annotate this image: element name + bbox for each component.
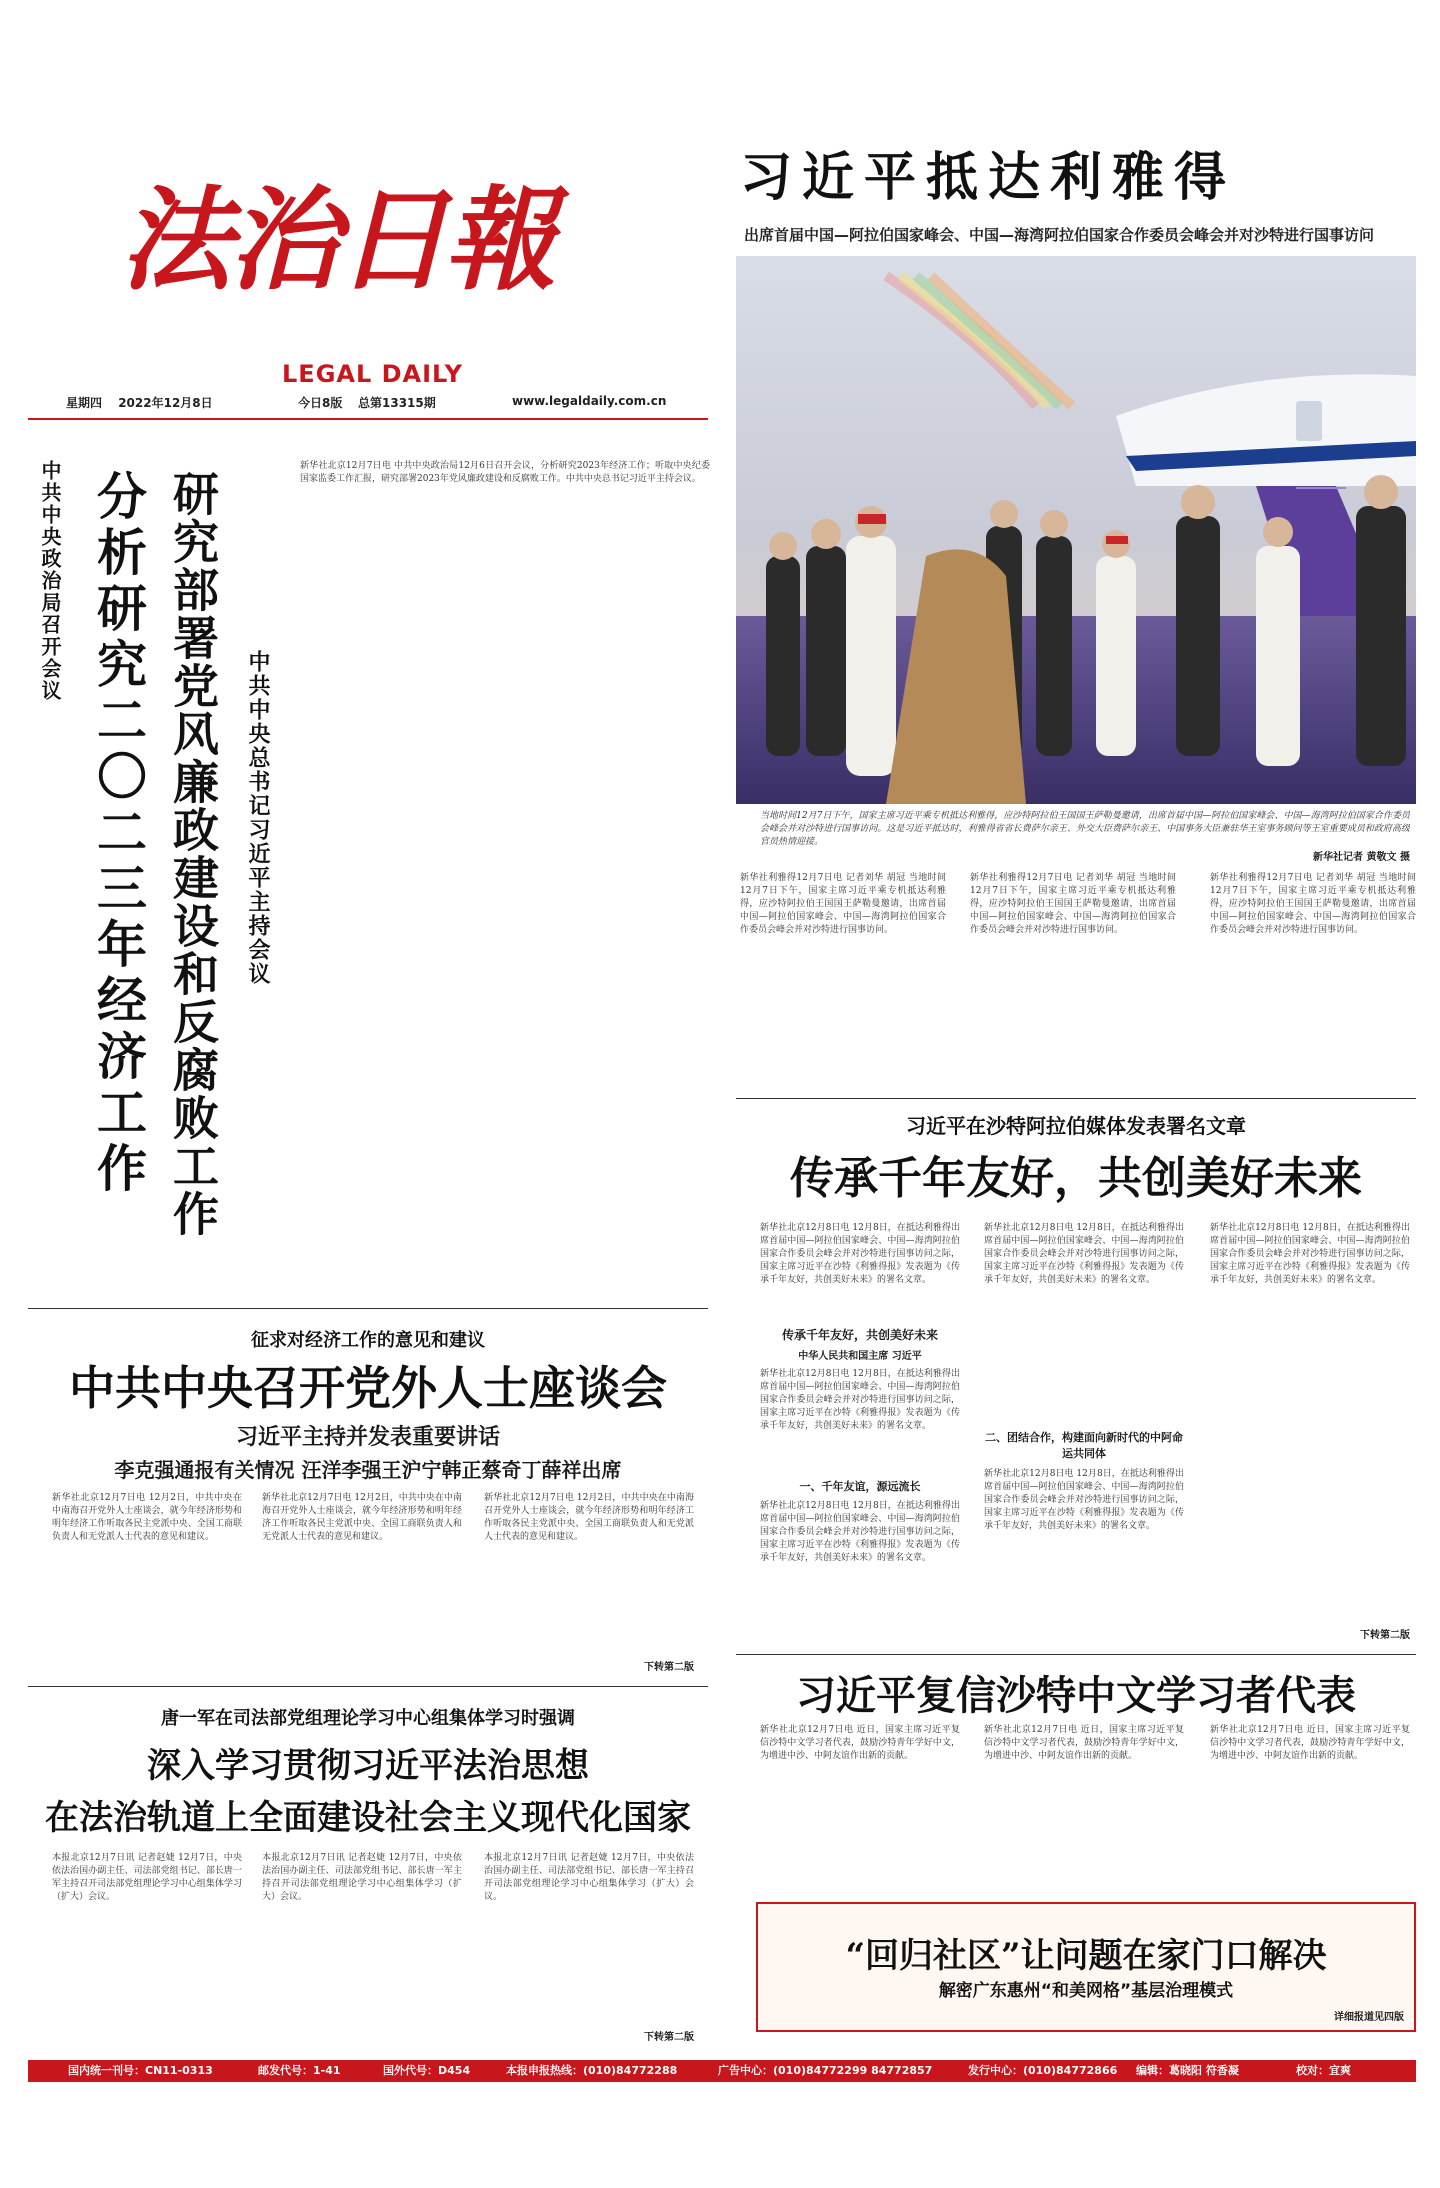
top-story-body-col-2: 新华社利雅得12月7日电 记者刘华 胡冠 当地时间12月7日下午，国家主席习近平乘专机抵达利雅得，应沙特阿拉伯王国国王萨勒曼邀请，出席首届中国—阿拉伯国家峰会、中国—海湾阿拉伯国家合作委员会峰会并对沙特进行国事访问。: [970, 873, 1176, 935]
website-url[interactable]: www.legaldaily.com.cn: [512, 394, 667, 408]
article-kicker: 习近平在沙特阿拉伯媒体发表署名文章: [906, 1114, 1246, 1138]
footer-foreign-code: 国外代号：D454: [383, 2064, 471, 2077]
symposium-continued[interactable]: 下转第二版: [644, 1662, 694, 1673]
symposium-body-columns: [52, 1492, 702, 1677]
top-story-subtitle: 出席首届中国—阿拉伯国家峰会、中国—海湾阿拉伯国家合作委员会峰会并对沙特进行国事访问: [744, 226, 1375, 244]
symposium-body-col-1: 新华社北京12月7日电 12月2日，中共中央在中南海召开党外人士座谈会，就今年经济形势和明年经济工作听取各民主党派中央、全国工商联负责人和无党派人士代表的意见和建议。: [52, 1493, 242, 1542]
tang-body-col-1: 本报北京12月7日讯 记者赵婕 12月7日，中央依法治国办副主任、司法部党组书记、部长唐一军主持召开司法部党组理论学习中心组集体学习（扩大）会议。: [52, 1853, 242, 1902]
photo-credit: 新华社记者 黄敬文 摄: [1313, 852, 1410, 863]
article-author: 中华人民共和国主席 习近平: [798, 1351, 922, 1362]
lead-deck: 中共中央总书记习近平主持会议: [245, 650, 270, 986]
lead-body-columns: [300, 460, 710, 1300]
date: 2022年12月8日: [118, 396, 213, 410]
community-box-more[interactable]: 详细报道见四版: [1334, 2012, 1404, 2023]
top-story-body-columns: [740, 872, 1416, 1092]
tang-body-col-2: 本报北京12月7日讯 记者赵婕 12月7日，中央依法治国办副主任、司法部党组书记、部长唐一军主持召开司法部党组理论学习中心组集体学习（扩大）会议。: [262, 1853, 462, 1902]
tang-title-line-2: 在法治轨道上全面建设社会主义现代化国家: [45, 1798, 691, 1838]
lead-body-col-1: 新华社北京12月7日电 中共中央政治局12月6日召开会议，分析研究2023年经济工作；听取中央纪委国家监委工作汇报，研究部署2023年党风廉政建设和反腐败工作。中共中央总书记习近平主持会议。: [300, 461, 710, 484]
lead-kicker: 中共中央政治局召开会议: [38, 460, 62, 702]
masthead: [28, 160, 708, 430]
weekday: 星期四: [66, 396, 103, 410]
tang-title-line-1: 深入学习贯彻习近平法治思想: [147, 1746, 589, 1786]
tang-continued[interactable]: 下转第二版: [644, 2032, 694, 2043]
tang-body-col-3: 本报北京12月7日讯 记者赵婕 12月7日，中央依法治国办副主任、司法部党组书记、部长唐一军主持召开司法部党组理论学习中心组集体学习（扩大）会议。: [484, 1853, 694, 1902]
symposium-kicker: 征求对经济工作的意见和建议: [251, 1330, 485, 1351]
footer-bar: [28, 2060, 1416, 2082]
reply-body-col-2: 新华社北京12月7日电 近日，国家主席习近平复信沙特中文学习者代表，鼓励沙特青年学好中文，为增进中沙、中阿友谊作出新的贡献。: [984, 1725, 1184, 1761]
article-col-3: 新华社北京12月8日电 12月8日，在抵达利雅得出席首届中国—阿拉伯国家峰会、中国—海湾阿拉伯国家合作委员会峰会并对沙特进行国事访问之际，国家主席习近平在沙特《利雅得报》发表题为《传承千年友好，共创美好未来》的署名文章。: [1210, 1223, 1410, 1285]
left-divider-2: [28, 1686, 708, 1687]
community-box-subtitle: 解密广东惠州“和美网格”基层治理模式: [938, 1981, 1234, 2001]
right-divider-1: [736, 1098, 1416, 1099]
tang-body-columns: [52, 1852, 702, 2042]
footer-editor: 编辑：葛晓阳 符香凝: [1136, 2064, 1239, 2077]
article-col-2: [984, 1222, 1184, 1642]
top-story-body-col-1: 新华社利雅得12月7日电 记者刘华 胡冠 当地时间12月7日下午，国家主席习近平乘专机抵达利雅得，应沙特阿拉伯王国国王萨勒曼邀请，出席首届中国—阿拉伯国家峰会、中国—海湾阿拉伯国家合作委员会峰会并对沙特进行国事访问。: [740, 873, 946, 935]
community-box-title: “回归社区”让问题在家门口解决: [845, 1936, 1327, 1976]
reply-title: 习近平复信沙特中文学习者代表: [796, 1673, 1356, 1719]
article-col-1: [760, 1222, 960, 1642]
article-col-2-text-a: 新华社北京12月8日电 12月8日，在抵达利雅得出席首届中国—阿拉伯国家峰会、中国—海湾阿拉伯国家合作委员会峰会并对沙特进行国事访问之际，国家主席习近平在沙特《利雅得报》发表题为《传承千年友好，共创美好未来》的署名文章。: [984, 1223, 1184, 1285]
logo-text: 法治日報: [120, 175, 552, 306]
footer-distribution: 发行中心：(010)84772866: [968, 2064, 1118, 2077]
article-section-2: 二、团结合作，构建面向新时代的中阿命运共同体: [985, 1431, 1183, 1460]
issue-number: 总第13315期: [358, 396, 436, 410]
dateline-bar: [66, 394, 706, 414]
footer-ad: 广告中心：(010)84772299 84772857: [718, 2064, 933, 2077]
top-story-caption: 当地时间12月7日下午，国家主席习近平乘专机抵达利雅得，应沙特阿拉伯王国国王萨勒曼邀请，出席首届中国—阿拉伯国家峰会、中国—海湾阿拉伯国家合作委员会峰会并对沙特进行国事访问。这是习近平抵达时，利雅得省省长费萨尔亲王、外交大臣费萨尔亲王、中国事务大臣兼驻华王室事务顾问等王室重要成员和政府高级官员热情迎接。: [760, 811, 1410, 847]
arrival-photo-illustration: [736, 256, 1416, 804]
top-story-body-col-3: 新华社利雅得12月7日电 记者刘华 胡冠 当地时间12月7日下午，国家主席习近平乘专机抵达利雅得，应沙特阿拉伯王国国王萨勒曼邀请，出席首届中国—阿拉伯国家峰会、中国—海湾阿拉伯国家合作委员会峰会并对沙特进行国事访问。: [1210, 873, 1416, 935]
community-box[interactable]: [756, 1902, 1416, 2032]
top-story-title: 习近平抵达利雅得: [740, 148, 1237, 208]
lead-title-line-1: 研究部署党风廉政建设和反腐败工作: [166, 470, 220, 1238]
lead-title-line-2: 分析研究二〇二三年经济工作: [89, 470, 147, 1198]
footer-postal-code: 邮发代号：1-41: [258, 2064, 341, 2077]
article-subtitle: 传承千年友好，共创美好未来: [781, 1328, 938, 1342]
article-intro: 新华社北京12月8日电 12月8日，在抵达利雅得出席首届中国—阿拉伯国家峰会、中国—海湾阿拉伯国家合作委员会峰会并对沙特进行国事访问之际，国家主席习近平在沙特《利雅得报》发表题为《传承千年友好，共创美好未来》的署名文章。: [760, 1223, 960, 1285]
article-col-2-text-b: 新华社北京12月8日电 12月8日，在抵达利雅得出席首届中国—阿拉伯国家峰会、中国—海湾阿拉伯国家合作委员会峰会并对沙特进行国事访问之际，国家主席习近平在沙特《利雅得报》发表题为《传承千年友好，共创美好未来》的署名文章。: [984, 1469, 1184, 1531]
symposium-body-col-3: 新华社北京12月7日电 12月2日，中共中央在中南海召开党外人士座谈会，就今年经济形势和明年经济工作听取各民主党派中央、全国工商联负责人和无党派人士代表的意见和建议。: [484, 1493, 694, 1542]
symposium-deck-1: 习近平主持并发表重要讲话: [235, 1425, 500, 1450]
top-story-photo: [736, 256, 1416, 804]
tang-kicker: 唐一军在司法部党组理论学习中心组集体学习时强调: [161, 1708, 575, 1729]
right-divider-2: [736, 1654, 1416, 1655]
footer-domestic-code: 国内统一刊号：CN11-0313: [68, 2064, 213, 2077]
article-body-columns: [760, 1222, 1416, 1642]
article-title: 传承千年友好，共创美好未来: [790, 1153, 1362, 1204]
reply-body-columns: [760, 1724, 1416, 1874]
article-col-1-text-a: 新华社北京12月8日电 12月8日，在抵达利雅得出席首届中国—阿拉伯国家峰会、中国—海湾阿拉伯国家合作委员会峰会并对沙特进行国事访问之际，国家主席习近平在沙特《利雅得报》发表题为《传承千年友好，共创美好未来》的署名文章。: [760, 1369, 960, 1431]
masthead-rule: [28, 418, 708, 420]
article-continued[interactable]: 下转第二版: [1360, 1630, 1410, 1641]
left-divider-1: [28, 1308, 708, 1309]
pages: 今日8版: [298, 396, 343, 410]
footer-hotline: 本报申报热线：(010)84772288: [506, 2064, 678, 2077]
article-section-1: 一、千年友谊，源远流长: [799, 1480, 921, 1493]
article-col-1-text-b: 新华社北京12月8日电 12月8日，在抵达利雅得出席首届中国—阿拉伯国家峰会、中国—海湾阿拉伯国家合作委员会峰会并对沙特进行国事访问之际，国家主席习近平在沙特《利雅得报》发表题为《传承千年友好，共创美好未来》的署名文章。: [760, 1501, 960, 1563]
reply-body-col-1: 新华社北京12月7日电 近日，国家主席习近平复信沙特中文学习者代表，鼓励沙特青年学好中文，为增进中沙、中阿友谊作出新的贡献。: [760, 1725, 960, 1761]
symposium-body-col-2: 新华社北京12月7日电 12月2日，中共中央在中南海召开党外人士座谈会，就今年经济形势和明年经济工作听取各民主党派中央、全国工商联负责人和无党派人士代表的意见和建议。: [262, 1493, 462, 1542]
symposium-deck-2: 李克强通报有关情况 汪洋李强王沪宁韩正蔡奇丁薛祥出席: [114, 1458, 622, 1482]
english-name: LEGAL DAILY: [282, 360, 463, 388]
symposium-title: 中共中央召开党外人士座谈会: [69, 1361, 667, 1415]
reply-body-col-3: 新华社北京12月7日电 近日，国家主席习近平复信沙特中文学习者代表，鼓励沙特青年学好中文，为增进中沙、中阿友谊作出新的贡献。: [1210, 1725, 1410, 1761]
footer-proofreader: 校对：宜爽: [1296, 2064, 1351, 2077]
